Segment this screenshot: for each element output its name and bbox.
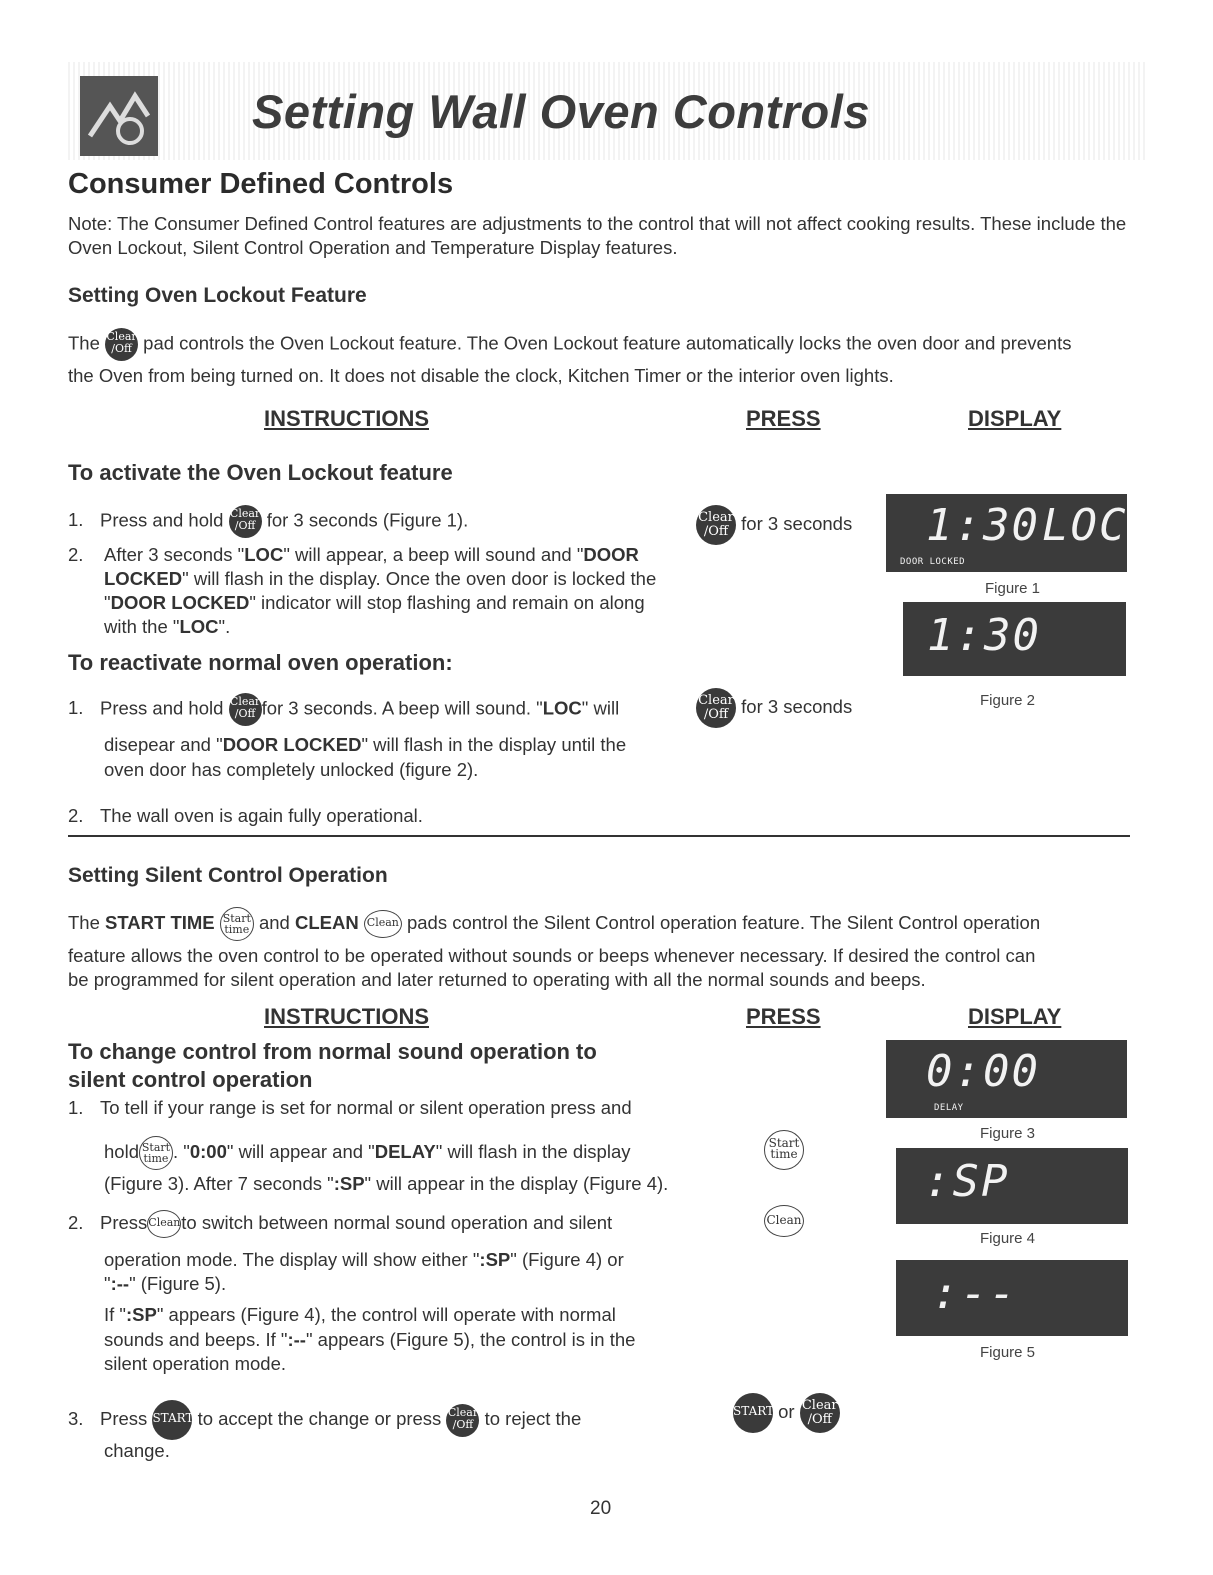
press-heading-2: PRESS [746,1004,821,1029]
reactivate-step-1-line3: oven door has completely unlocked (figure 2). [104,759,479,780]
silent-step-2-line2: operation mode. The display will show either ":SP" (Figure 4) or [104,1249,624,1270]
silent-step-2-line3: ":--" (Figure 5). [104,1273,227,1294]
reactivate-title: To reactivate normal oven operation: [68,650,453,675]
reactivate-step-1: 1. Press and hold Clear /Off for 3 seconds. A beep will sound. "LOC" will [68,693,619,726]
silent-step-3-line2: change. [104,1440,170,1461]
press-step-reactivate: Clear /Off for 3 seconds [696,688,852,728]
press-heading: PRESS [746,406,821,431]
display-heading: DISPLAY [968,406,1062,431]
activate-step-1: 1. Press and hold Clear /Off for 3 seconds (Figure 1). [68,505,468,538]
silent-step-2-para2: If ":SP" appears (Figure 4), the control will operate with normal [104,1304,616,1325]
oven-hand-icon [80,76,158,156]
change-title-line1: To change control from normal sound operation to [68,1039,597,1064]
clean-pad-icon: Clean [364,910,402,938]
instructions-heading: INSTRUCTIONS [264,406,429,431]
clean-pad-icon: Clean [764,1205,804,1237]
start-pad-icon: START [733,1393,773,1433]
figure-1-caption: Figure 1 [985,580,1041,597]
clean-pad-icon: Clean [147,1210,181,1238]
clear-off-pad-icon: Clear /Off [696,688,736,728]
reactivate-step-1-line2: disepear and "DOOR LOCKED" will flash in the display until the [104,734,627,755]
figure-2-caption: Figure 2 [980,692,1036,709]
display-figure-2: 1:30 [903,602,1126,676]
activate-step-2: 2. After 3 seconds "LOC" will appear, a beep will sound and "DOOR LOCKED" will flash in the display. Once the oven door is locked the "DOOR LOCKED" indicator will stop flashing and remain on along with the "LOC". [68,544,657,637]
silent-step-2-para2-line3: silent operation mode. [104,1353,287,1374]
activate-title: To activate the Oven Lockout feature [68,460,453,485]
clear-off-pad-icon: Clear /Off [105,328,138,361]
reactivate-step-2: 2. The wall oven is again fully operational. [68,805,423,826]
silent-title: Setting Silent Control Operation [68,864,388,887]
section-title: Consumer Defined Controls [68,168,454,200]
silent-intro-line2: feature allows the oven control to be operated without sounds or beeps whenever necessary. If desired the control can [68,945,1036,966]
silent-step-1-line2: hold Start time . "0:00" will appear and "DELAY" will flash in the display [104,1136,631,1170]
silent-step-1-line3: (Figure 3). After 7 seconds ":SP" will appear in the display (Figure 4). [104,1173,669,1194]
change-title-line2: silent control operation [68,1067,313,1092]
silent-intro-line3: be programmed for silent operation and later returned to operating with all the normal sounds and beeps. [68,969,926,990]
start-time-pad-icon: Start time [139,1136,173,1170]
start-time-pad-icon: Start time [764,1130,804,1170]
lockout-intro: The Clear /Off pad controls the Oven Lockout feature. The Oven Lockout feature automatically locks the oven door and prevents [68,328,1148,361]
figure-5-caption: Figure 5 [980,1344,1036,1361]
silent-intro: The START TIME Start time and CLEAN Clean pads control the Silent Control operation feature. The Silent Control operation [68,907,1148,941]
press-step-3: START or Clear /Off [733,1393,840,1433]
silent-step-1: 1. To tell if your range is set for normal or silent operation press and [68,1097,632,1118]
clear-off-pad-icon: Clear /Off [800,1393,840,1433]
silent-step-3: 3. Press START to accept the change or press Clear /Off to reject the [68,1400,581,1440]
silent-step-2: 2. PressCleanto switch between normal sound operation and silent [68,1210,612,1238]
clear-off-pad-icon: Clear /Off [696,505,736,545]
display-figure-5: :-- [896,1260,1128,1336]
display-figure-1: 1:30 LOC DOOR LOCKED [886,494,1127,572]
section-divider [68,835,1130,837]
press-step-1: Clear /Off for 3 seconds [696,505,852,545]
figure-3-caption: Figure 3 [980,1125,1036,1142]
page-header-title: Setting Wall Oven Controls [252,85,870,138]
display-figure-3: 0:00 DELAY [886,1040,1127,1118]
silent-step-2-para2-line2: sounds and beeps. If ":--" appears (Figure 5), the control is in the [104,1329,636,1350]
section-note: Note: The Consumer Defined Control features are adjustments to the control that will not affect cooking results. These include the Oven Lockout, Silent Control Operation and Temperature Display features. [68,213,1127,258]
lockout-title: Setting Oven Lockout Feature [68,284,367,307]
display-heading-2: DISPLAY [968,1004,1062,1029]
clear-off-pad-icon: Clear /Off [446,1404,479,1437]
instructions-heading-2: INSTRUCTIONS [264,1004,429,1029]
clear-off-pad-icon: Clear /Off [229,693,262,726]
page-number: 20 [590,1498,612,1519]
display-figure-4: :SP [896,1148,1128,1224]
lockout-intro-line2: the Oven from being turned on. It does not disable the clock, Kitchen Timer or the interior oven lights. [68,365,894,386]
clear-off-pad-icon: Clear /Off [229,505,262,538]
start-time-pad-icon: Start time [220,907,254,941]
figure-4-caption: Figure 4 [980,1230,1036,1247]
start-pad-icon: START [152,1400,192,1440]
